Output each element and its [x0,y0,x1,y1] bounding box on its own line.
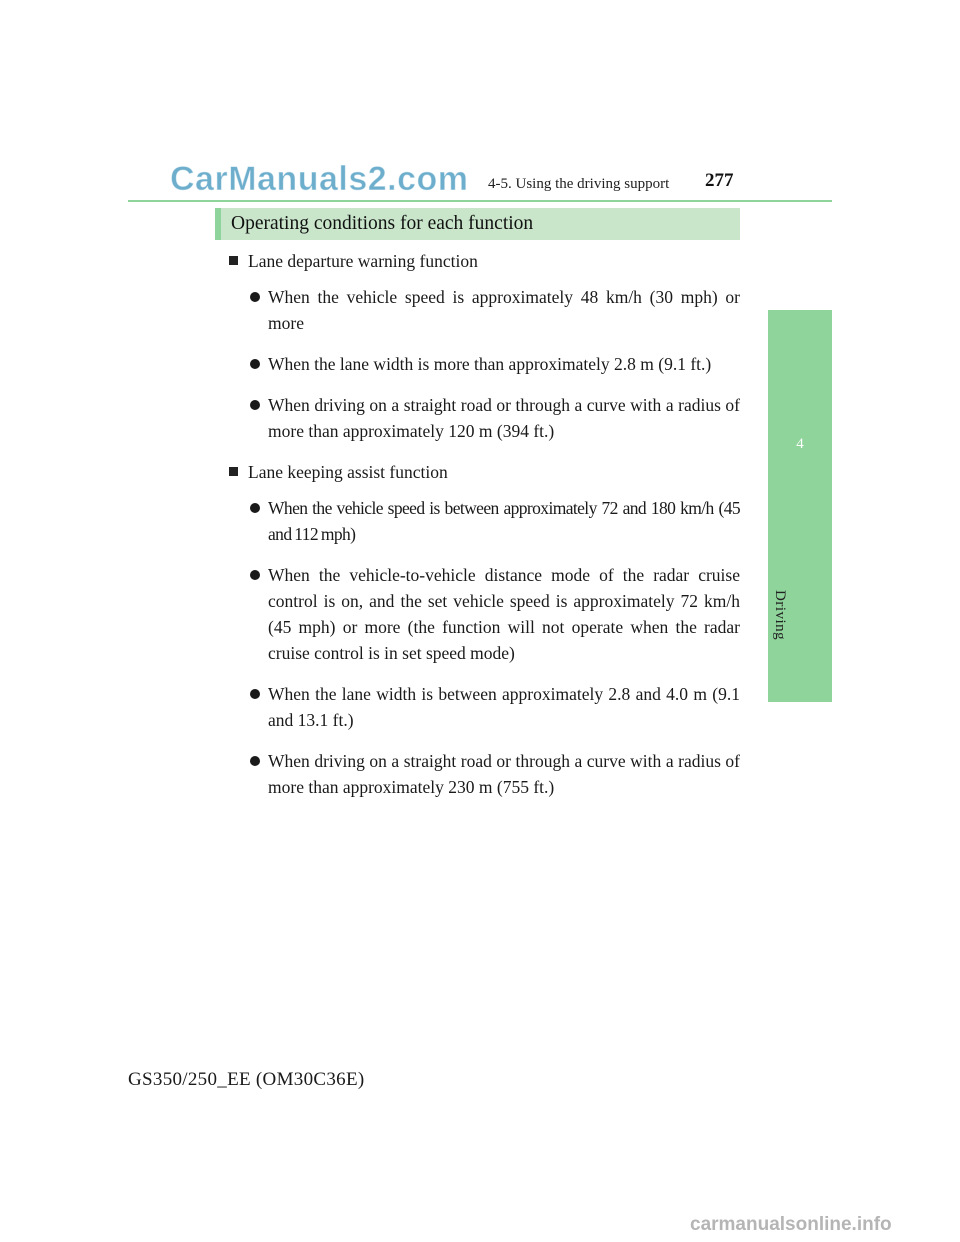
side-tab [768,310,832,702]
group-title [229,459,740,485]
content [229,248,740,815]
list-item [250,284,740,336]
round-bullet-icon [250,292,260,302]
list-item-text: When the lane width is more than approximately 2.8 m (9.1 ft.) [268,354,712,374]
condition-group [229,248,740,444]
list-item-text: When the vehicle-to-vehicle distance mode of the radar cruise control is on, and the set vehicle speed is approximately 72 km/h (45 mph) or more (the function will not operate when the radar cruise control is in set speed mode) [268,565,740,663]
square-bullet-icon [229,467,238,476]
list-item [250,392,740,444]
round-bullet-icon [250,689,260,699]
round-bullet-icon [250,400,260,410]
watermark-bottom: carmanualsonline.info [690,1214,892,1235]
list-item-text: When the lane width is between approximately 2.8 and 4.0 m (9.1 and 13.1 ft.) [268,684,740,730]
group-title-text: Lane departure warning function [248,251,478,271]
section-heading [215,208,740,240]
section-label: 4-5. Using the driving support [488,176,670,192]
list-item [250,351,740,377]
side-tab-label: Driving [772,590,788,641]
list-item [250,748,740,800]
round-bullet-icon [250,570,260,580]
page-number: 277 [705,170,734,191]
round-bullet-icon [250,503,260,513]
watermark-top: CarManuals2.com [170,160,469,198]
list-item [250,562,740,666]
header-rule [128,200,832,202]
side-tab-number: 4 [796,436,804,452]
condition-group [229,459,740,800]
group-title [229,248,740,274]
list-item [250,681,740,733]
list-item-text: When the vehicle speed is between approximately 72 and 180 km/h (45 and 112 mph) [268,498,740,544]
list-item [250,495,740,547]
group-title-text: Lane keeping assist function [248,462,448,482]
list-item-text: When the vehicle speed is approximately 48 km/h (30 mph) or more [268,287,740,333]
list-item-text: When driving on a straight road or through a curve with a radius of more than approximately 120 m (394 ft.) [268,395,740,441]
square-bullet-icon [229,256,238,265]
footer-model: GS350/250_EE (OM30C36E) [128,1069,365,1090]
section-heading-text: Operating conditions for each function [231,213,534,234]
list-item-text: When driving on a straight road or through a curve with a radius of more than approximately 230 m (755 ft.) [268,751,740,797]
round-bullet-icon [250,756,260,766]
round-bullet-icon [250,359,260,369]
